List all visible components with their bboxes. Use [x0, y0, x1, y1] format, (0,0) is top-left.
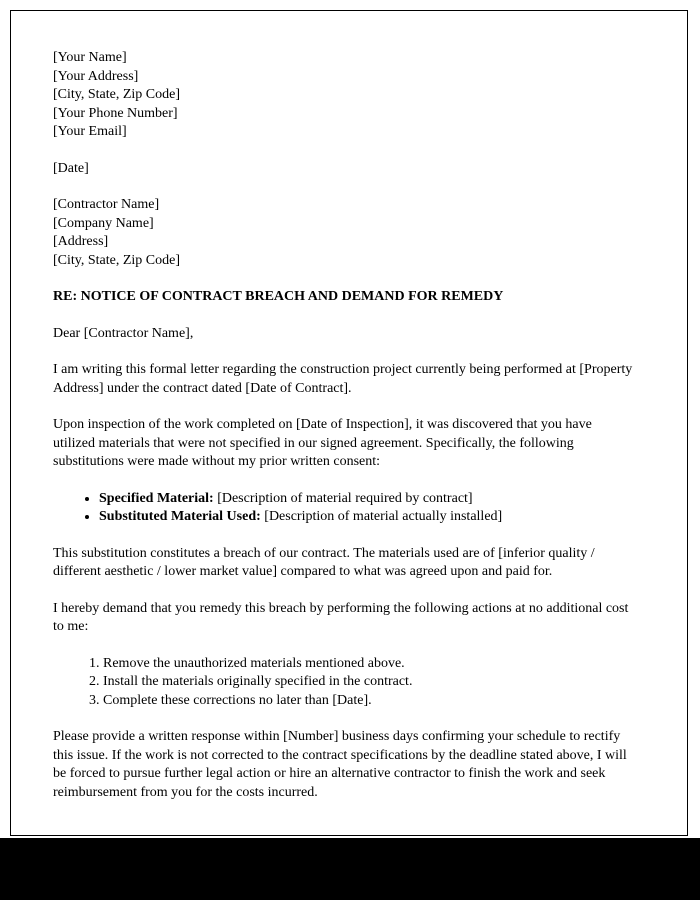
- remedy-item: 3. Complete these corrections no later than [Date].: [103, 692, 635, 711]
- remedy-item: 2. Install the materials originally specified in the contract.: [103, 673, 635, 692]
- substitution-item: [99, 508, 635, 527]
- subject-line: RE: NOTICE OF CONTRACT BREACH AND DEMAND FOR REMEDY: [53, 289, 504, 304]
- paragraph-inspection: Upon inspection of the work completed on [Date of Inspection], it was discovered that you have utilized materials that were not specified in our signed agreement. Specifically, the following substitutions were made without my prior written consent:: [53, 417, 592, 469]
- recipient-address: [Address]: [53, 234, 109, 249]
- remedy-list: [53, 655, 635, 711]
- salutation: Dear [Contractor Name],: [53, 325, 194, 341]
- paragraph-demand: I hereby demand that you remedy this breach by performing the following actions at no additional cost to me:: [53, 600, 629, 634]
- substituted-material-text: [Description of material actually installed]: [260, 509, 503, 524]
- paragraph-closing: Please provide a written response within [Number] business days confirming your schedule to rectify this issue. If the work is not corrected to the contract specifications by the deadline stated above, I will be forced to pursue further legal action or hire an alternative contractor to finish the work and seek reimbursement from you for the costs incurred.: [53, 729, 627, 800]
- recipient-company: [Company Name]: [53, 215, 154, 231]
- specified-material-label: Specified Material:: [99, 490, 214, 506]
- sender-name: [Your Name]: [53, 50, 127, 65]
- specified-material-text: [Description of material required by contract]: [213, 490, 473, 506]
- sender-phone: [Your Phone Number]: [53, 105, 178, 121]
- sender-address: [Your Address]: [53, 68, 139, 84]
- recipient-city-state-zip: [City, State, Zip Code]: [53, 252, 181, 268]
- sender-block: [53, 49, 635, 142]
- date-line: [Date]: [53, 160, 89, 176]
- letter-page: [10, 10, 688, 836]
- recipient-name: [Contractor Name]: [53, 197, 160, 212]
- substitution-list: [53, 490, 635, 527]
- paragraph-breach: This substitution constitutes a breach of our contract. The materials used are of [inferior quality / different aesthetic / lower market value] compared to what was agreed upon and paid for.: [53, 545, 595, 579]
- substituted-material-label: Substituted Material Used:: [99, 509, 261, 524]
- substitution-item: [99, 490, 635, 509]
- letter-body: [11, 11, 687, 836]
- remedy-item: 1. Remove the unauthorized materials mentioned above.: [103, 655, 635, 674]
- paragraph-intro: I am writing this formal letter regarding the construction project currently being performed at [Property Address] under the contract dated [Date of Contract].: [53, 362, 633, 396]
- recipient-block: [53, 196, 635, 270]
- sender-email: [Your Email]: [53, 124, 127, 139]
- sender-city-state-zip: [City, State, Zip Code]: [53, 87, 181, 102]
